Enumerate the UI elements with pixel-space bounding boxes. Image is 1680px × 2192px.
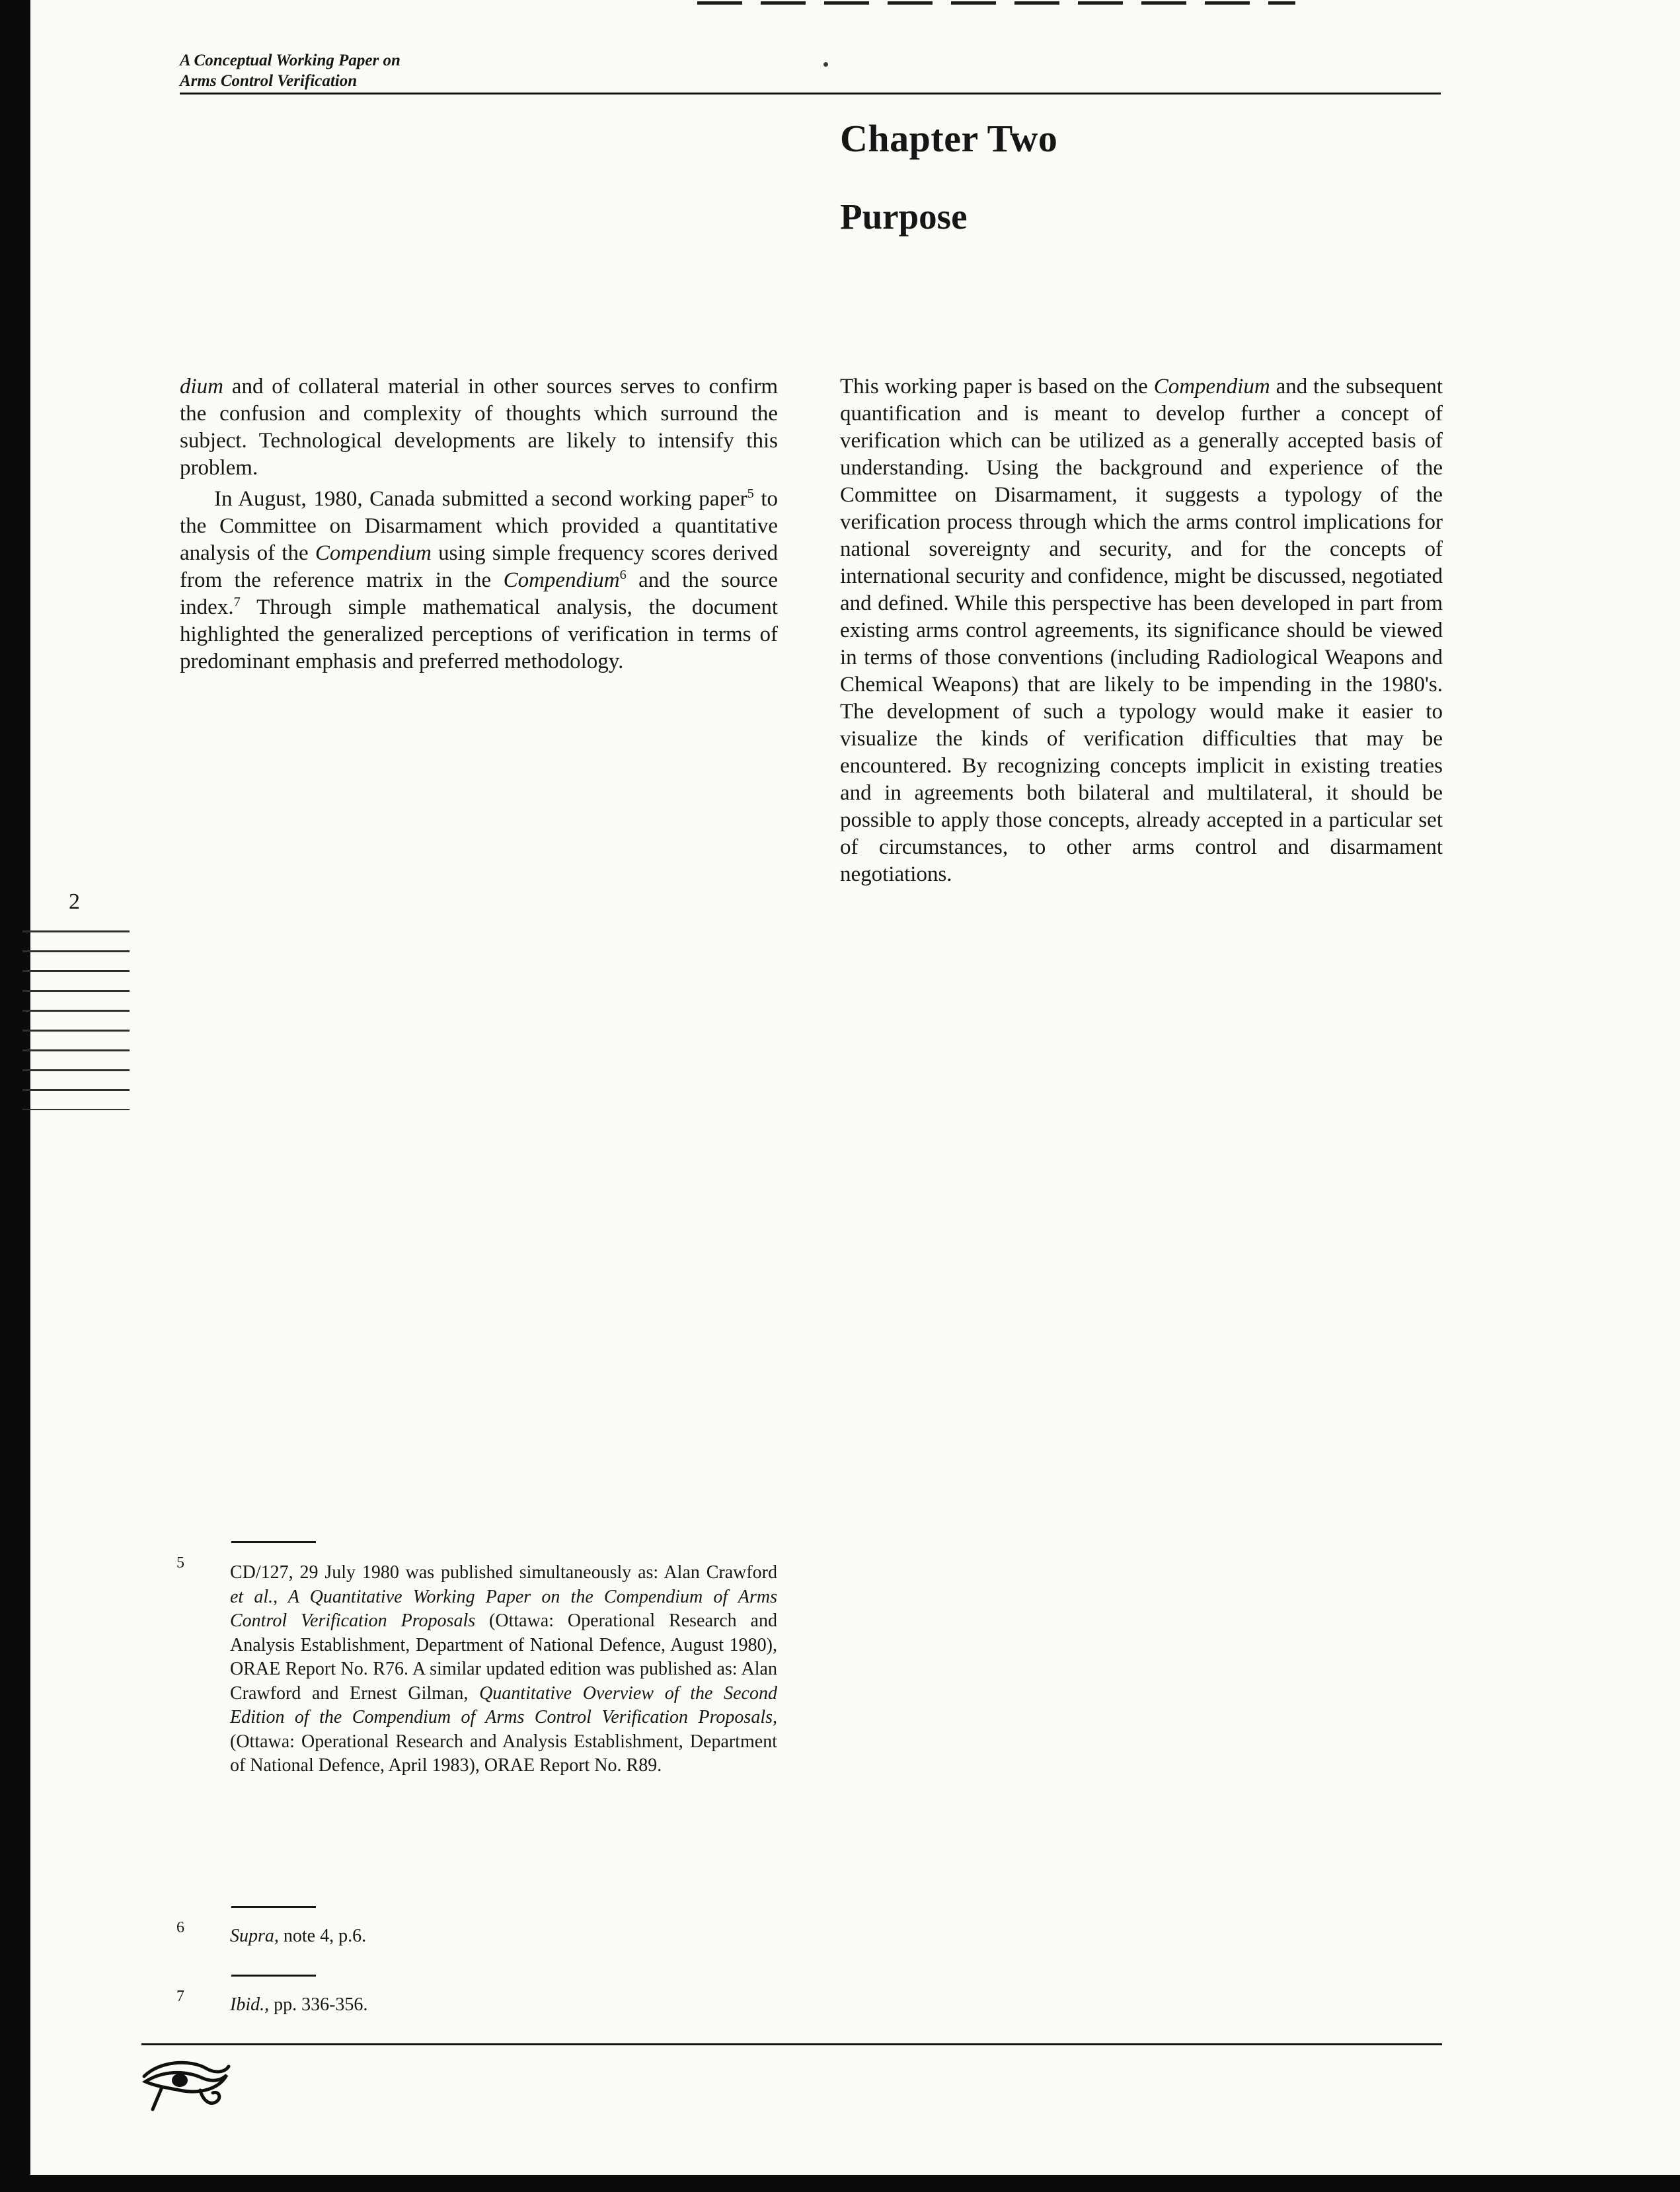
page-number: 2 bbox=[69, 889, 80, 914]
paragraph-text: and the source index. bbox=[180, 568, 778, 619]
paragraph-text: and the subsequent quantification and is meant to develop further a concept of verification which can be utilized as a generally accepted basis of understanding. Using the background and experience of the Committee on Disarmament, it suggests a typology of the verification process through which the arms control implications for national sovereignty and security, and for the concepts of international security and confidence, might be discussed, negotiated and defined. While this perspective has been developed in part from existing arms control agreements, its significance should be viewed in terms of those conventions (including Radiological Weapons and Chemical Weapons) that are likely to be impending in the 1980's. The development of such a typology would make it easier to visualize the kinds of verification difficulties that may be encountered. By recognizing concepts implicit in existing treaties and in agreements both bilateral and multilateral, it should be possible to apply those concepts, already accepted in a particular set of circumstances, to other arms control and disarmament negotiations. bbox=[840, 375, 1443, 886]
italic-word: Compendium bbox=[1153, 375, 1270, 398]
italic-word: Compendium bbox=[315, 541, 432, 565]
right-column bbox=[840, 373, 1443, 888]
footnote-ref-7: 7 bbox=[233, 595, 241, 609]
left-paragraph-1 bbox=[180, 373, 778, 482]
paragraph-text: using simple frequency scores derived from the reference matrix in the bbox=[180, 541, 778, 592]
scan-edge-bottom bbox=[0, 2175, 1680, 2192]
italic-word: dium bbox=[180, 375, 223, 398]
footnote-6 bbox=[230, 1924, 777, 1949]
footnote-text: CD/127, 29 July 1980 was published simultaneously as: Alan Crawford bbox=[230, 1562, 777, 1583]
scan-dash-artifact bbox=[697, 1, 1295, 5]
italic-title: et al., A Quantitative Working Paper on the Compendium of Arms Control Verification Proposals bbox=[230, 1586, 777, 1631]
paragraph-text: and of collateral material in other sources serves to confirm the confusion and complexity of thoughts which surround the subject. Technological developments are likely to intensify this problem. bbox=[180, 375, 778, 480]
right-paragraph-1 bbox=[840, 373, 1443, 888]
footnote-text: note 4, p.6. bbox=[278, 1926, 367, 1946]
footnote-number-5: 5 bbox=[176, 1554, 184, 1571]
margin-line-stack bbox=[22, 930, 130, 1110]
chapter-subtitle: Purpose bbox=[840, 196, 968, 237]
footnote-separator bbox=[231, 1906, 316, 1908]
running-header-line-2: Arms Control Verification bbox=[180, 72, 358, 91]
chapter-title: Chapter Two bbox=[840, 117, 1058, 160]
eye-of-horus-logo bbox=[139, 2053, 233, 2116]
paragraph-text: This working paper is based on the bbox=[840, 375, 1154, 398]
paragraph-text: to the Committee on Disarmament which provided a quantitative analysis of the bbox=[180, 487, 778, 565]
italic-title: Quantitative Overview of the Second Edition of the Compendium of Arms Control Verification Proposals, bbox=[230, 1682, 777, 1727]
paragraph-text: Through simple mathematical analysis, the document highlighted the generalized perceptions of verification in terms of predominant emphasis and preferred methodology. bbox=[180, 595, 778, 673]
footnote-text: (Ottawa: Operational Research and Analysis Establishment, Department of National Defence, April 1983), ORAE Report No. R89. bbox=[230, 1731, 777, 1776]
scan-artifact-dot bbox=[823, 62, 828, 67]
left-paragraph-2 bbox=[180, 486, 778, 675]
footnote-separator bbox=[231, 1975, 316, 1977]
footnote-number-7: 7 bbox=[176, 1988, 184, 2005]
footnote-text: pp. 336-356. bbox=[269, 1994, 368, 2015]
footnote-5 bbox=[230, 1561, 777, 1778]
running-header bbox=[180, 50, 401, 92]
footnote-text: (Ottawa: Operational Research and Analysis Establishment, Department of National Defence, August 1980), ORAE Report No. R76. A similar updated edition was published as: Alan Crawford and Ernest Gilman, bbox=[230, 1610, 777, 1704]
footnote-ref-6: 6 bbox=[619, 568, 627, 582]
running-header-line-1: A Conceptual Working Paper on bbox=[180, 52, 401, 69]
header-rule bbox=[180, 93, 1441, 94]
footer-rule bbox=[141, 2043, 1442, 2045]
footnote-7 bbox=[230, 1993, 777, 2018]
footnote-separator bbox=[231, 1541, 316, 1543]
footnote-ref-5: 5 bbox=[747, 486, 754, 501]
paragraph-text: In August, 1980, Canada submitted a second working paper bbox=[214, 487, 747, 511]
left-column bbox=[180, 373, 778, 675]
italic-word: Ibid., bbox=[230, 1994, 270, 2015]
italic-word: Compendium bbox=[503, 568, 620, 592]
footnote-number-6: 6 bbox=[176, 1919, 184, 1936]
italic-word: Supra, bbox=[230, 1926, 279, 1946]
